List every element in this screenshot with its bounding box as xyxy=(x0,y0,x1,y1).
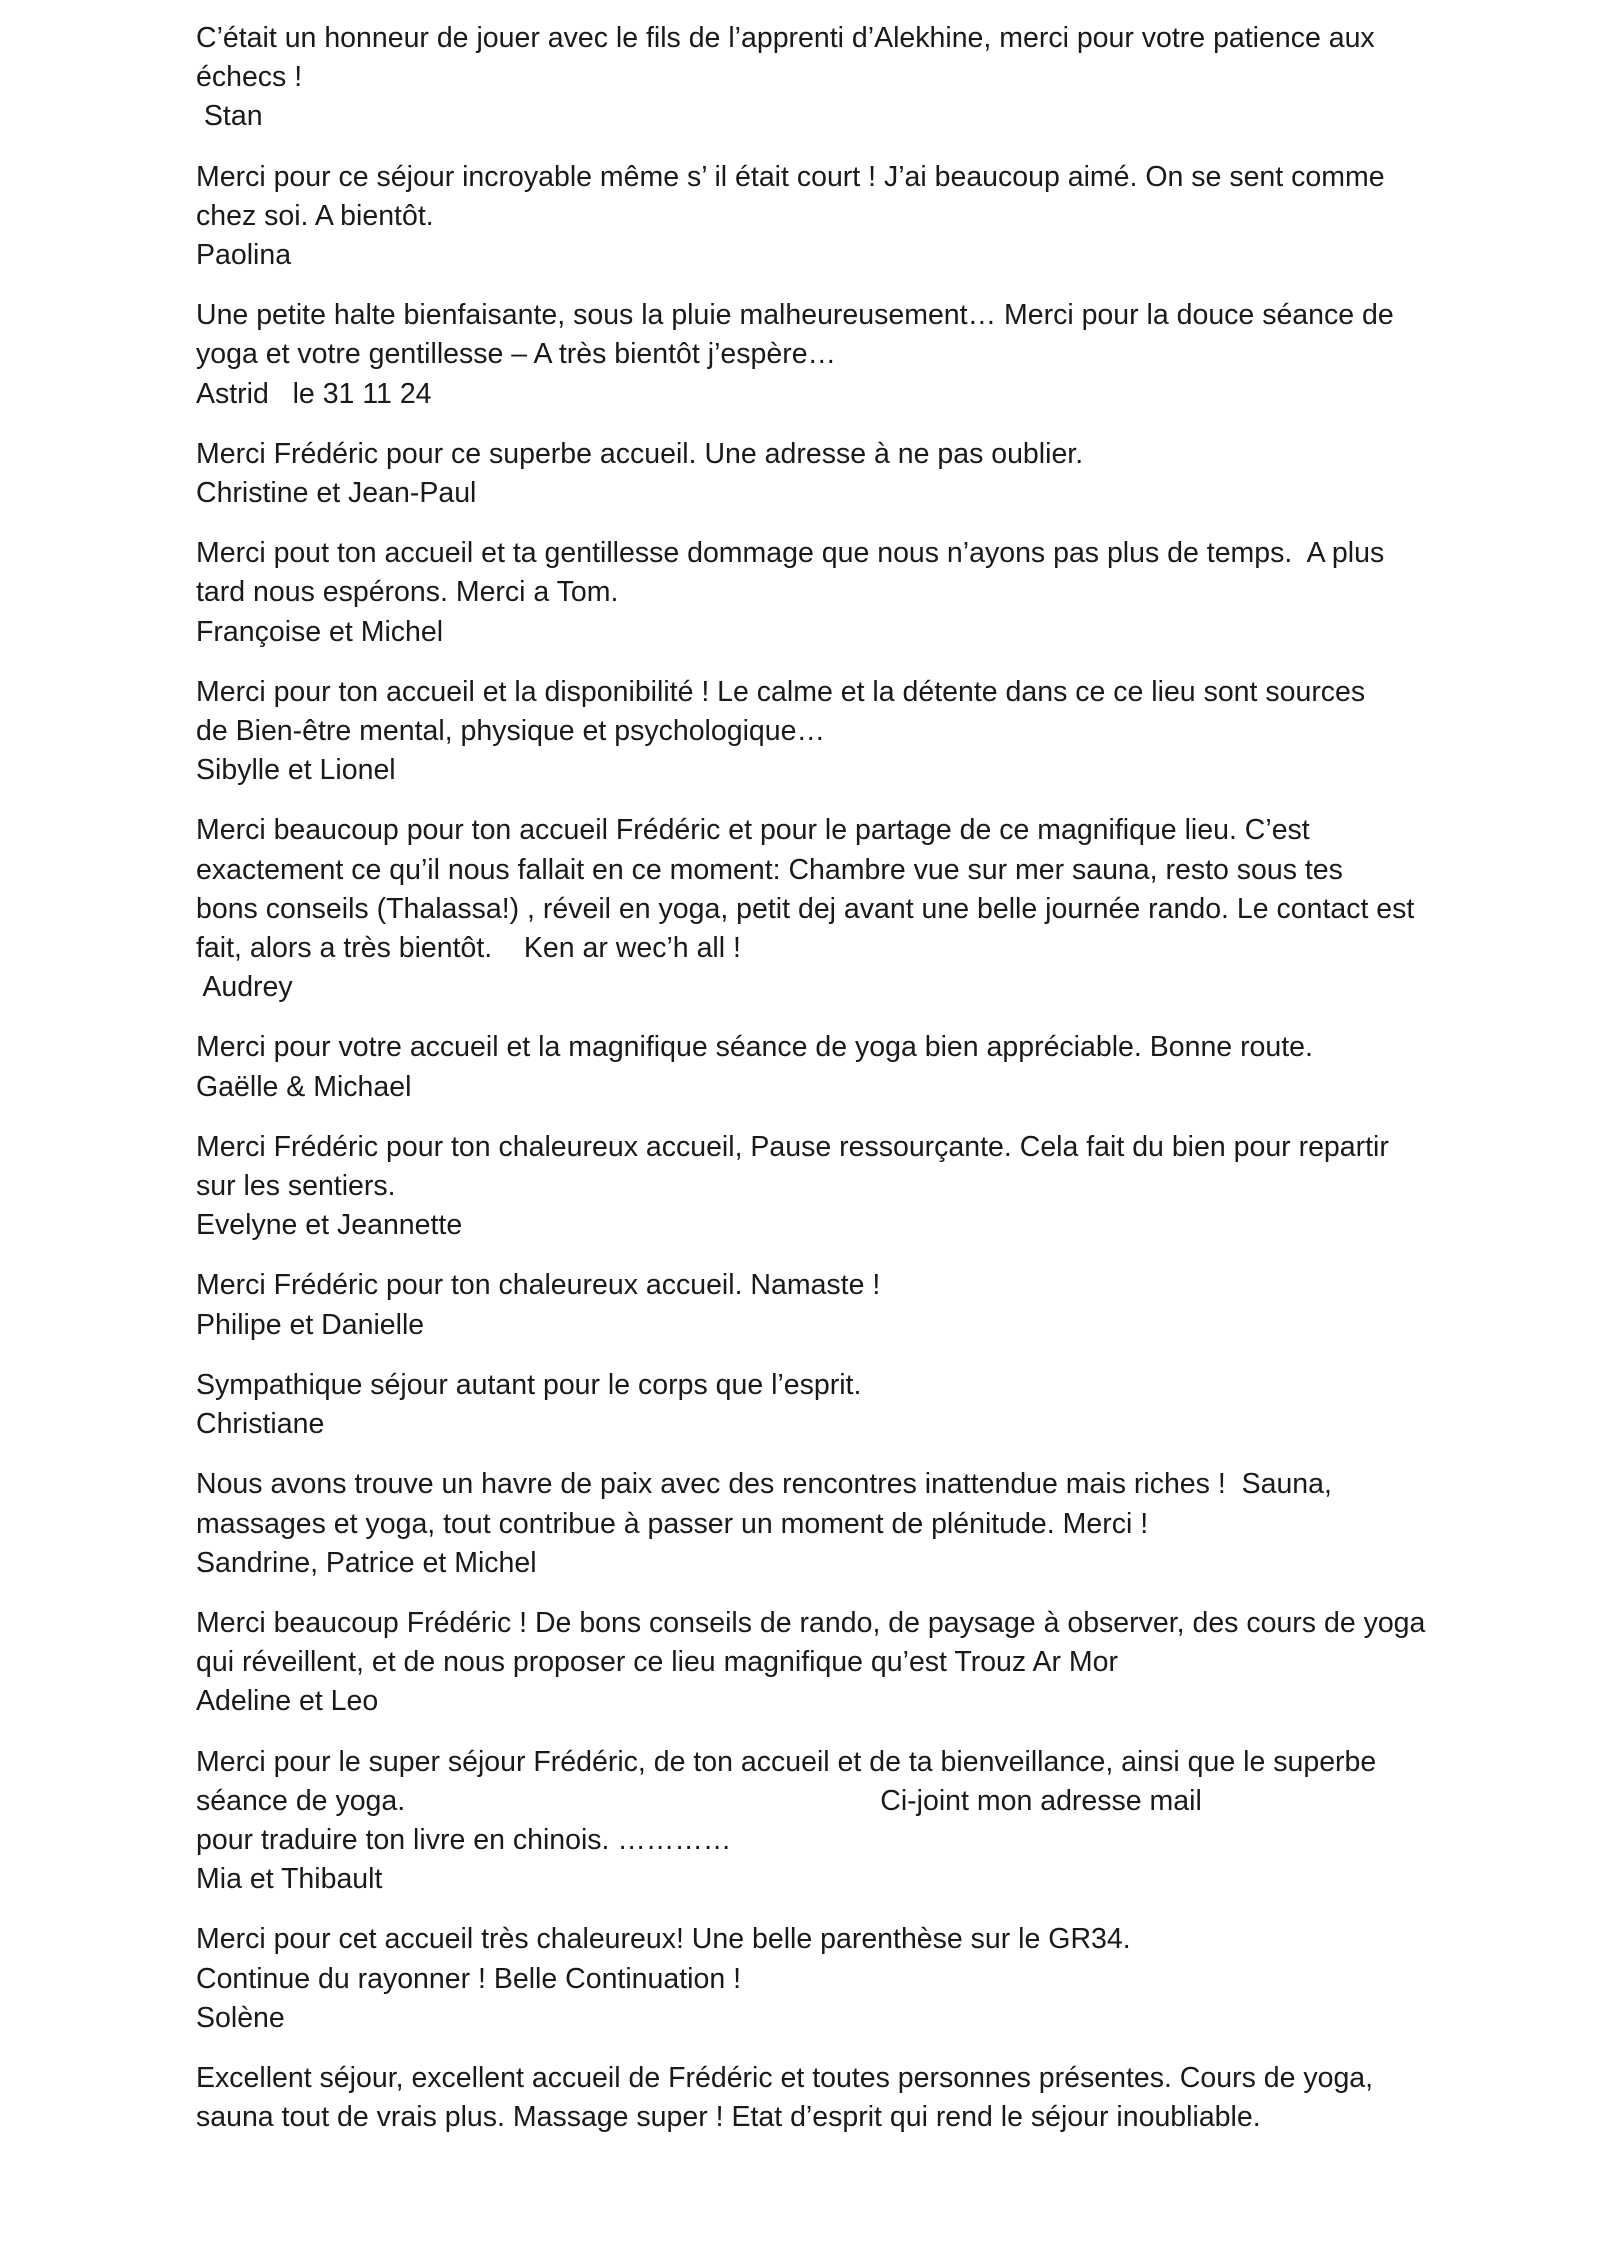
entry-text-line: C’était un honneur de jouer avec le fils de l’apprenti d’Alekhine, merci pour votre patience aux xyxy=(196,22,1375,54)
entry-text-line: fait, alors a très bientôt. Ken ar wec’h all ! xyxy=(196,932,741,965)
entry-signature-line: Sibylle et Lionel xyxy=(196,754,396,787)
entry-text-line: Merci pour cet accueil très chaleureux! Une belle parenthèse sur le GR34. xyxy=(196,1923,1131,1956)
guestbook-entry xyxy=(196,1028,1436,1106)
entry-signature-line: Sandrine, Patrice et Michel xyxy=(196,1546,537,1579)
entry-signature-line: Solène xyxy=(196,2001,285,2034)
guestbook-entry xyxy=(196,1465,1436,1583)
entry-text-line: tard nous espérons. Merci a Tom. xyxy=(196,576,619,609)
entry-signature-line: Stan xyxy=(196,100,263,133)
entry-text-line: Merci pour votre accueil et la magnifique séance de yoga bien appréciable. Bonne route. xyxy=(196,1031,1313,1064)
guestbook-entry xyxy=(196,811,1436,1007)
guestbook-entry xyxy=(196,1366,1436,1444)
entry-text-line: Nous avons trouve un havre de paix avec des rencontres inattendue mais riches ! Sauna, xyxy=(196,1468,1332,1501)
guestbook-entry xyxy=(196,673,1436,791)
entry-text-line: Merci beaucoup pour ton accueil Frédéric et pour le partage de ce magnifique lieu. C’est xyxy=(196,814,1310,847)
guestbook-entry xyxy=(196,1920,1436,2038)
entry-text-line: Merci pour ton accueil et la disponibilité ! Le calme et la détente dans ce ce lieu sont sources xyxy=(196,675,1366,708)
entry-text-line: Une petite halte bienfaisante, sous la pluie malheureusement… Merci pour la douce séance de xyxy=(196,299,1394,332)
guestbook-entry xyxy=(196,1128,1436,1246)
guestbook-entry xyxy=(196,435,1436,513)
entry-signature-line: Audrey xyxy=(196,971,293,1004)
guestbook-entry xyxy=(196,158,1436,276)
entry-signature-line: Christiane xyxy=(196,1408,325,1441)
entry-signature-line: Adeline et Leo xyxy=(196,1685,379,1718)
entry-text-line: Excellent séjour, excellent accueil de Frédéric et toutes personnes présentes. Cours de yoga, xyxy=(196,2061,1374,2094)
entry-text-line: Merci Frédéric pour ce superbe accueil. Une adresse à ne pas oublier. xyxy=(196,437,1084,470)
entry-signature-line: Françoise et Michel xyxy=(196,615,444,648)
guestbook-entry xyxy=(196,296,1436,414)
entry-text-line: exactement ce qu’il nous fallait en ce moment: Chambre vue sur mer sauna, resto sous tes xyxy=(196,853,1343,886)
entry-text-line: Sympathique séjour autant pour le corps que l’esprit. xyxy=(196,1368,862,1401)
entry-signature-line: Christine et Jean-Paul xyxy=(196,477,477,510)
guestbook-entry xyxy=(196,2059,1436,2137)
entry-text-line: yoga et votre gentillesse – A très bientôt j’espère… xyxy=(196,338,837,371)
entry-text-line: Merci Frédéric pour ton chaleureux accueil. Namaste ! xyxy=(196,1269,881,1302)
entry-text-line: séance de yoga. Ci-joint mon adresse mail xyxy=(196,1784,1202,1817)
entry-text-line: Merci pout ton accueil et ta gentillesse dommage que nous n’ayons pas plus de temps. A plus xyxy=(196,537,1385,570)
entry-text-line: de Bien-être mental, physique et psychologique… xyxy=(196,715,825,748)
entry-signature-line: Gaëlle & Michael xyxy=(196,1070,412,1103)
entry-text-line: sur les sentiers. xyxy=(196,1170,396,1203)
entry-text-line: échecs ! xyxy=(196,61,303,94)
entry-signature-line: sauna tout de vrais plus. Massage super ! Etat d’esprit qui rend le séjour inoubliable. xyxy=(196,2101,1261,2134)
entry-signature-line: Paolina xyxy=(196,239,292,272)
entry-signature-line: Evelyne et Jeannette xyxy=(196,1209,463,1242)
entry-signature-line: Mia et Thibault xyxy=(196,1863,383,1896)
entry-text-line: Merci pour ce séjour incroyable même s’ il était court ! J’ai beaucoup aimé. On se sent comme xyxy=(196,160,1385,193)
guestbook-entry xyxy=(196,1266,1436,1344)
guestbook-entry xyxy=(196,19,1436,137)
entry-text-line: Continue du rayonner ! Belle Continuation ! xyxy=(196,1962,742,1995)
entry-text-line: pour traduire ton livre en chinois. ………… xyxy=(196,1823,732,1856)
entry-text-line: Merci Frédéric pour ton chaleureux accueil, Pause ressourçante. Cela fait du bien pour repartir xyxy=(196,1130,1389,1163)
guestbook-entry xyxy=(196,534,1436,652)
entry-text-line: Merci beaucoup Frédéric ! De bons conseils de rando, de paysage à observer, des cours de yoga xyxy=(196,1606,1426,1639)
guestbook-page xyxy=(196,19,1436,2158)
entry-signature-line: Astrid le 31 11 24 xyxy=(196,377,432,410)
entry-text-line: massages et yoga, tout contribue à passer un moment de plénitude. Merci ! xyxy=(196,1507,1149,1540)
entry-signature-line: Philipe et Danielle xyxy=(196,1308,425,1341)
entry-text-line: chez soi. A bientôt. xyxy=(196,199,434,232)
guestbook-entry xyxy=(196,1604,1436,1722)
entry-text-line: bons conseils (Thalassa!) , réveil en yoga, petit dej avant une belle journée rando. Le contact est xyxy=(196,892,1415,925)
guestbook-entry xyxy=(196,1743,1436,1900)
entry-text-line: Merci pour le super séjour Frédéric, de ton accueil et de ta bienveillance, ainsi que le superbe xyxy=(196,1745,1377,1778)
entry-text-line: qui réveillent, et de nous proposer ce lieu magnifique qu’est Trouz Ar Mor xyxy=(196,1646,1119,1679)
